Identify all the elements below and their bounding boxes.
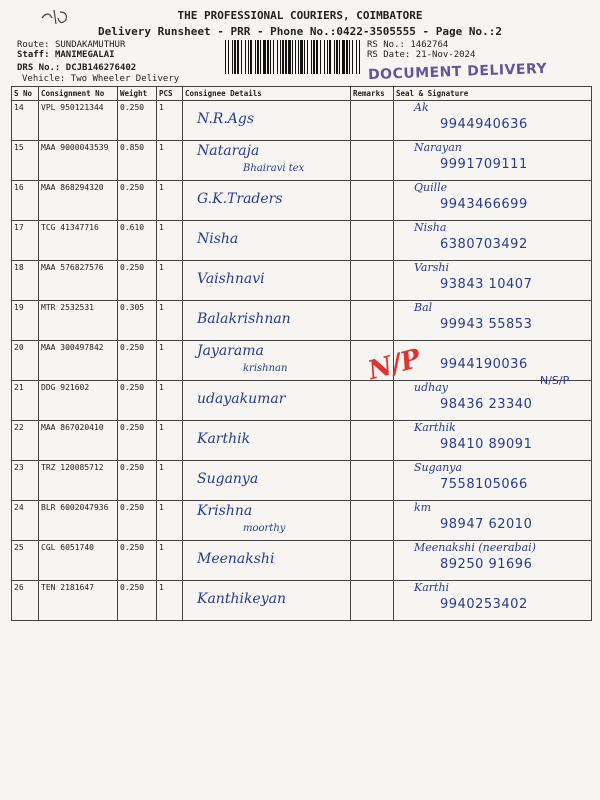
consignee-name: Karthik	[197, 431, 251, 447]
row-remarks	[351, 141, 394, 181]
table-row	[12, 501, 592, 541]
drs-info: DRS No.: DCJB146276402	[17, 63, 137, 73]
row-sno: 20	[12, 341, 39, 381]
row-pcs: 1	[157, 301, 183, 341]
consignee-name: N.R.Ags	[197, 111, 255, 127]
row-weight: 0.250	[118, 541, 157, 581]
consignee-name: Meenakshi	[197, 551, 275, 567]
table-row	[12, 381, 592, 421]
row-consignment-no: TCG 41347716	[39, 221, 118, 261]
table-row	[12, 341, 592, 381]
signature-phone: 9991709111	[440, 157, 528, 172]
signature-mark: km	[414, 501, 432, 514]
np-mark: N/P	[365, 343, 424, 387]
signature-phone: 7558105066	[440, 477, 528, 492]
staff-info: Staff: MANIMEGALAI	[17, 50, 115, 60]
row-pcs: 1	[157, 581, 183, 621]
row-consignee	[183, 221, 351, 261]
row-sno: 25	[12, 541, 39, 581]
row-remarks	[351, 461, 394, 501]
signature-phone: 9940253402	[440, 597, 528, 612]
row-weight: 0.850	[118, 141, 157, 181]
row-pcs: 1	[157, 141, 183, 181]
row-sno: 19	[12, 301, 39, 341]
row-sno: 21	[12, 381, 39, 421]
row-weight: 0.250	[118, 181, 157, 221]
document-subtitle: Delivery Runsheet - PRR - Phone No.:0422-3505555 - Page No.:2	[98, 25, 502, 38]
row-sno: 17	[12, 221, 39, 261]
route-info: Route: SUNDAKAMUTHUR	[17, 40, 126, 50]
row-pcs: 1	[157, 261, 183, 301]
consignee-name: Suganya	[197, 471, 259, 487]
table-row	[12, 141, 592, 181]
signature-phone: 98410 89091	[440, 437, 533, 452]
row-remarks	[351, 221, 394, 261]
table-row	[12, 421, 592, 461]
row-consignee	[183, 181, 351, 221]
signature-mark: Ak	[414, 101, 429, 114]
row-signature	[394, 141, 592, 181]
row-weight: 0.250	[118, 101, 157, 141]
row-consignee	[183, 381, 351, 421]
signature-mark: Suganya	[414, 461, 463, 474]
row-weight: 0.305	[118, 301, 157, 341]
row-remarks	[351, 581, 394, 621]
table-row	[12, 221, 592, 261]
row-pcs: 1	[157, 101, 183, 141]
barcode	[225, 40, 363, 74]
row-weight: 0.250	[118, 421, 157, 461]
row-signature	[394, 421, 592, 461]
nsp-mark: N/S/P	[540, 374, 570, 387]
row-pcs: 1	[157, 421, 183, 461]
row-weight: 0.250	[118, 581, 157, 621]
signature-mark: Narayan	[414, 141, 462, 154]
signature-phone: 89250 91696	[440, 557, 533, 572]
consignee-name: Nisha	[197, 231, 239, 247]
col-signature: Seal & Signature	[394, 87, 592, 101]
row-remarks	[351, 301, 394, 341]
consignee-name-line2: Bhairavi tex	[243, 163, 305, 174]
row-pcs: 1	[157, 501, 183, 541]
row-weight: 0.250	[118, 461, 157, 501]
col-remarks: Remarks	[351, 87, 394, 101]
row-consignment-no: MAA 9000043539	[39, 141, 118, 181]
signature-phone: 98947 62010	[440, 517, 533, 532]
row-pcs: 1	[157, 181, 183, 221]
row-consignment-no: BLR 6002047936	[39, 501, 118, 541]
consignee-name: Nataraja	[197, 143, 260, 159]
row-weight: 0.250	[118, 381, 157, 421]
row-sno: 22	[12, 421, 39, 461]
row-remarks	[351, 181, 394, 221]
table-header-row	[12, 87, 592, 101]
row-consignment-no: TEN 2181647	[39, 581, 118, 621]
row-signature	[394, 461, 592, 501]
row-signature	[394, 501, 592, 541]
consignee-name: Vaishnavi	[197, 271, 265, 287]
row-consignee	[183, 501, 351, 541]
row-signature	[394, 101, 592, 141]
table-row	[12, 461, 592, 501]
signature-mark: udhay	[414, 381, 448, 394]
table-row	[12, 581, 592, 621]
col-weight: Weight	[118, 87, 157, 101]
consignee-name: Jayarama	[197, 343, 264, 359]
table-row	[12, 301, 592, 341]
consignee-name: G.K.Traders	[197, 191, 283, 207]
row-sno: 16	[12, 181, 39, 221]
row-consignment-no: MAA 300497842	[39, 341, 118, 381]
signature-phone: 9944190036	[440, 357, 528, 372]
row-consignment-no: CGL 6051740	[39, 541, 118, 581]
row-consignment-no: MAA 576827576	[39, 261, 118, 301]
signature-mark: Karthik	[414, 421, 456, 434]
row-consignment-no: MTR 2532531	[39, 301, 118, 341]
row-consignment-no: VPL 950121344	[39, 101, 118, 141]
consignee-name: udayakumar	[197, 391, 286, 407]
signature-mark: Varshi	[414, 261, 449, 274]
row-consignment-no: DDG 921602	[39, 381, 118, 421]
row-sno: 14	[12, 101, 39, 141]
table-row	[12, 101, 592, 141]
row-consignee	[183, 101, 351, 141]
row-weight: 0.250	[118, 501, 157, 541]
row-pcs: 1	[157, 341, 183, 381]
signature-mark: Karthi	[414, 581, 450, 594]
row-consignee	[183, 341, 351, 381]
row-sno: 24	[12, 501, 39, 541]
rs-no-info: RS No.: 1462764	[367, 40, 449, 50]
signature-mark: Meenakshi (neerabai)	[414, 541, 536, 554]
row-consignee	[183, 141, 351, 181]
row-pcs: 1	[157, 221, 183, 261]
row-remarks	[351, 501, 394, 541]
signature-phone: 98436 23340	[440, 397, 533, 412]
signature-phone: 9943466699	[440, 197, 528, 212]
consignee-name: Krishna	[197, 503, 253, 519]
row-signature	[394, 541, 592, 581]
col-consignment: Consignment No	[39, 87, 118, 101]
row-signature	[394, 581, 592, 621]
consignee-name: Balakrishnan	[197, 311, 291, 327]
table-row	[12, 541, 592, 581]
row-consignee	[183, 301, 351, 341]
row-pcs: 1	[157, 461, 183, 501]
row-weight: 0.250	[118, 341, 157, 381]
row-remarks	[351, 101, 394, 141]
consignee-name-line2: moorthy	[243, 523, 286, 534]
row-signature	[394, 261, 592, 301]
signature-mark: Quille	[414, 181, 448, 194]
signature-mark: Nisha	[414, 221, 447, 234]
document-delivery-stamp: DOCUMENT DELIVERY	[367, 60, 548, 84]
row-sno: 26	[12, 581, 39, 621]
consignee-name: Kanthikeyan	[197, 591, 286, 607]
signature-phone: 93843 10407	[440, 277, 533, 292]
col-sno: S No	[12, 87, 39, 101]
row-consignee	[183, 461, 351, 501]
signature-phone: 9944940636	[440, 117, 528, 132]
row-consignee	[183, 261, 351, 301]
row-sno: 15	[12, 141, 39, 181]
row-remarks	[351, 421, 394, 461]
row-sno: 23	[12, 461, 39, 501]
vehicle-info: Vehicle: Two Wheeler Delivery	[22, 74, 180, 84]
rs-date-info: RS Date: 21-Nov-2024	[367, 50, 476, 60]
row-weight: 0.610	[118, 221, 157, 261]
signature-phone: 99943 55853	[440, 317, 533, 332]
row-signature	[394, 301, 592, 341]
row-signature	[394, 221, 592, 261]
table-row	[12, 181, 592, 221]
row-pcs: 1	[157, 381, 183, 421]
runsheet-table	[11, 86, 592, 621]
row-consignment-no: MAA 867020410	[39, 421, 118, 461]
row-remarks	[351, 541, 394, 581]
document-title: THE PROFESSIONAL COURIERS, COIMBATORE	[177, 9, 423, 22]
signature-phone: 6380703492	[440, 237, 528, 252]
table-row	[12, 261, 592, 301]
row-consignment-no: TRZ 120085712	[39, 461, 118, 501]
row-signature	[394, 181, 592, 221]
col-pcs: PCS	[157, 87, 183, 101]
row-consignee	[183, 421, 351, 461]
row-consignee	[183, 581, 351, 621]
row-pcs: 1	[157, 541, 183, 581]
row-consignment-no: MAA 868294320	[39, 181, 118, 221]
row-remarks	[351, 261, 394, 301]
row-sno: 18	[12, 261, 39, 301]
consignee-name-line2: krishnan	[243, 363, 288, 374]
row-weight: 0.250	[118, 261, 157, 301]
col-consignee: Consignee Details	[183, 87, 351, 101]
row-consignee	[183, 541, 351, 581]
signature-mark: Bal	[414, 301, 433, 314]
